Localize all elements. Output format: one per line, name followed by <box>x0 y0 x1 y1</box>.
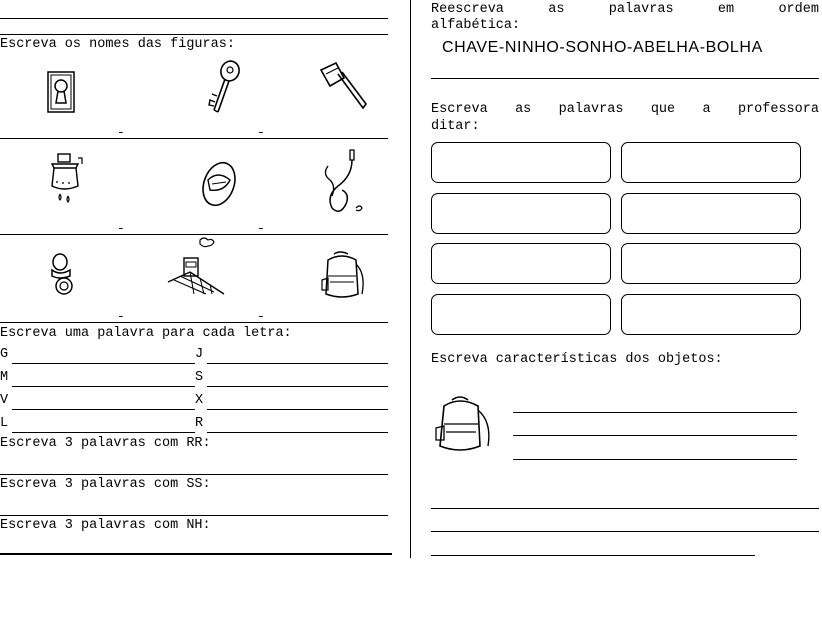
letter-m: M <box>0 370 9 385</box>
backpack-icon <box>434 394 494 461</box>
shower-icon <box>48 152 84 213</box>
answer-line <box>0 474 388 475</box>
bottom-rule <box>0 553 392 555</box>
answer-line <box>12 432 195 433</box>
dictation-instruction <box>431 102 819 117</box>
answer-line <box>513 459 797 460</box>
nh-instruction: Escreva 3 palavras com NH: <box>0 518 211 533</box>
answer-line <box>12 363 195 364</box>
answer-line <box>207 386 388 387</box>
letters-instruction: Escreva uma palavra para cada letra: <box>0 326 292 341</box>
answer-line <box>431 508 819 509</box>
alpha-instruction <box>431 2 819 17</box>
dictation-box[interactable] <box>431 142 611 183</box>
word: as <box>548 2 565 17</box>
alpha-instruction-line2: alfabética: <box>431 18 521 33</box>
word: em <box>717 2 735 17</box>
letter-v: V <box>0 393 9 408</box>
word: palavras <box>608 2 674 17</box>
ss-instruction: Escreva 3 palavras com SS: <box>0 477 211 492</box>
column-divider <box>410 0 411 558</box>
top-rule-2 <box>0 34 388 35</box>
word: Escreva <box>431 102 488 117</box>
top-rule-1 <box>0 18 388 19</box>
answer-line <box>431 555 755 556</box>
backpack-icon <box>320 250 368 307</box>
letter-s: S <box>195 370 204 385</box>
dictation-instruction-line2: ditar: <box>431 119 480 134</box>
word: a <box>702 102 711 117</box>
dash: - <box>257 221 265 236</box>
dash: - <box>257 309 265 324</box>
chimney-roof-icon <box>166 236 226 303</box>
word: Reescreva <box>431 2 504 17</box>
answer-line <box>513 412 797 413</box>
dash: - <box>257 125 265 140</box>
dictation-box[interactable] <box>431 193 611 234</box>
axe-icon <box>318 60 368 117</box>
answer-line <box>431 78 819 79</box>
answer-line <box>431 531 819 532</box>
slipper-icon <box>200 158 238 215</box>
dictation-box[interactable] <box>431 294 611 335</box>
answer-line <box>12 386 195 387</box>
names-instruction: Escreva os nomes das figuras: <box>0 37 235 52</box>
word: ordem <box>778 2 819 17</box>
dash: - <box>117 309 125 324</box>
dictation-box[interactable] <box>621 193 801 234</box>
dash: - <box>117 125 125 140</box>
answer-line <box>12 409 195 410</box>
answer-line <box>0 234 388 235</box>
answer-line <box>0 515 388 516</box>
letter-g: G <box>0 347 9 362</box>
dash: - <box>117 221 125 236</box>
keyhole-icon <box>46 70 76 119</box>
answer-line <box>207 409 388 410</box>
word: que <box>650 102 676 117</box>
answer-line <box>513 435 797 436</box>
pacifier-icon <box>46 252 78 303</box>
dictation-box[interactable] <box>431 243 611 284</box>
letter-j: J <box>195 347 204 362</box>
letter-l: L <box>0 416 9 431</box>
hose-icon <box>320 146 366 225</box>
word: professora <box>737 102 819 117</box>
letter-x: X <box>195 393 204 408</box>
letter-r: R <box>195 416 204 431</box>
dictation-box[interactable] <box>621 142 801 183</box>
key-icon <box>206 58 242 121</box>
dictation-box[interactable] <box>621 294 801 335</box>
answer-line <box>207 432 388 433</box>
answer-line <box>0 138 388 139</box>
answer-line <box>207 363 388 364</box>
answer-line <box>0 322 388 323</box>
word: as <box>515 102 532 117</box>
word-list: CHAVE-NINHO-SONHO-ABELHA-BOLHA <box>442 39 763 56</box>
characteristics-instruction: Escreva características dos objetos: <box>431 352 723 367</box>
rr-instruction: Escreva 3 palavras com RR: <box>0 436 211 451</box>
word: palavras <box>558 102 624 117</box>
dictation-box[interactable] <box>621 243 801 284</box>
